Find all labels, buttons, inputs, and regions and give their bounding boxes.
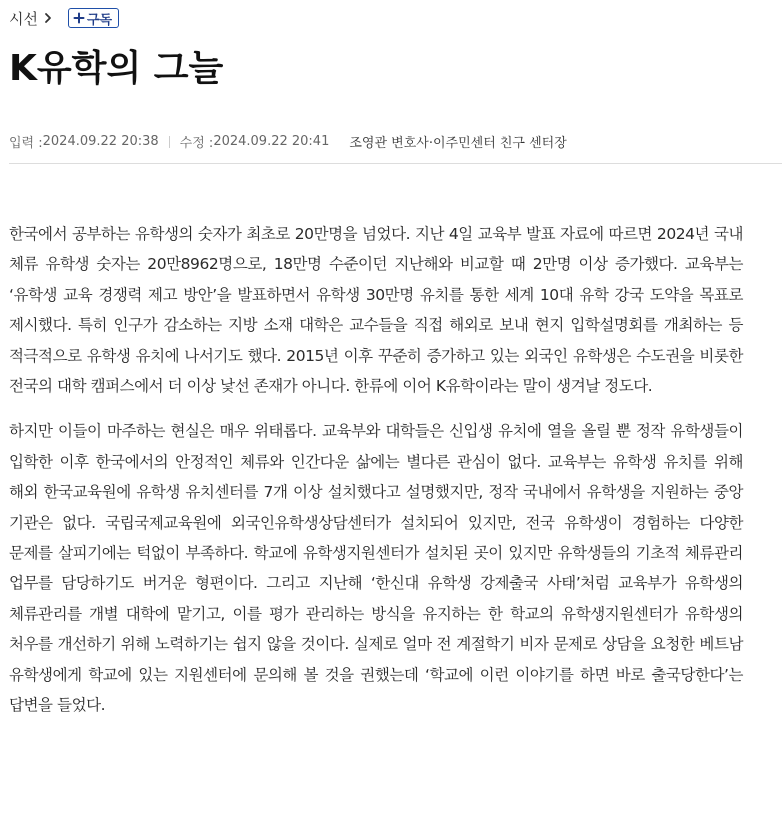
section-label: 시선	[9, 9, 38, 28]
modified-label: 수정 :	[179, 136, 214, 151]
article-header-bar	[9, 6, 119, 30]
author-byline[interactable]: 조영관 변호사·이주민센터 친구 센터장	[349, 136, 567, 151]
subscribe-label: 구독	[86, 12, 113, 28]
subscribe-button[interactable]	[68, 8, 119, 28]
published-timestamp: 2024.09.22 20:38	[42, 134, 159, 149]
meta-divider	[169, 136, 170, 148]
section-link[interactable]	[9, 8, 54, 29]
article-meta	[9, 132, 567, 151]
article-paragraph: 한국에서 공부하는 유학생의 숫자가 최초로 20만명을 넘었다. 지난 4일 교육부 발표 자료에 따르면 2024년 국내 체류 유학생 숫자는 20만8962명으로, 18만명 수준이던 지난해와 비교할 때 2만명 이상 증가했다. 교육부는 ‘유학생 교육 경쟁력 제고 방안’을 발표하면서 유학생 30만명 유치를 통한 세계 10대 유학 강국 도약을 목표로 제시했다. 특히 인구가 감소하는 지방 소재 대학은 교수들을 직접 해외로 보내 현지 입학설명회를 개최하는 등 적극적으로 유학생 유치에 나서기도 했다. 2015년 이후 꾸준히 증가하고 있는 외국인 유학생은 수도권을 비롯한 전국의 대학 캠퍼스에서 더 이상 낯선 존재가 아니다. 한류에 이어 K유학이라는 말이 생겨날 정도다.	[9, 225, 743, 396]
published-label: 입력 :	[9, 136, 43, 151]
header-divider	[9, 163, 782, 164]
chevron-right-icon	[42, 12, 54, 24]
plus-icon	[73, 12, 85, 24]
article-paragraph: 하지만 이들이 마주하는 현실은 매우 위태롭다. 교육부와 대학들은 신입생 유치에 열을 올릴 뿐 정작 유학생들이 입학한 이후 한국에서의 안정적인 체류와 인간다운 삶에는 별다른 관심이 없다. 교육부는 유학생 유치를 위해 해외 한국교육원에 유학생 유치센터를 7개 이상 설치했다고 설명했지만, 정작 국내에서 유학생을 지원하는 중앙 기관은 없다. 국립국제교육원에 외국인유학생상담센터가 설치되어 있지만, 전국 유학생이 경험하는 다양한 문제를 살피기에는 턱없이 부족하다. 학교에 유학생지원센터가 설치된 곳이 있지만 유학생들의 기초적 체류관리 업무를 담당하기도 버거운 형편이다. 그리고 지난해 ‘한신대 유학생 강제출국 사태’처럼 교육부가 유학생의 체류관리를 개별 대학에 맡기고, 이를 평가 관리하는 방식을 유지하는 한 학교의 유학생지원센터가 유학생의 처우를 개선하기 위해 노력하기는 쉽지 않을 것이다. 실제로 얼마 전 계절학기 비자 문제로 상담을 요청한 베트남 유학생에게 학교에 있는 지원센터에 문의해 볼 것을 권했는데 ‘학교에 이런 이야기를 하면 바로 출국당한다’는 답변을 들었다.	[9, 422, 743, 715]
modified-timestamp: 2024.09.22 20:41	[213, 134, 330, 149]
article-body	[9, 219, 743, 721]
article-title: K유학의 그늘	[9, 48, 224, 89]
